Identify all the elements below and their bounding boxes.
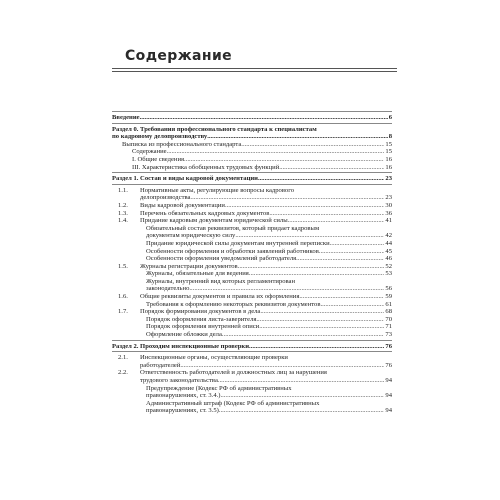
toc-entry [112, 270, 392, 278]
toc-entry-number: 1.7. [118, 308, 128, 316]
toc-entry-text: Ответственность работодателей и должностных лиц за нарушения [140, 369, 327, 377]
toc-entry-page: 52 [385, 262, 392, 270]
toc-entry [112, 301, 392, 309]
toc-entry-title: Раздел 2. Проходим инспекционные проверки [112, 342, 250, 350]
toc-entry-number: 1.6. [118, 293, 128, 301]
section-divider [112, 184, 392, 185]
toc-entry [112, 316, 392, 324]
dot-leader [260, 308, 384, 316]
toc-entry-title: Выписка из профессионального стандарта [122, 140, 242, 148]
toc-entry [112, 225, 392, 240]
toc-entry [112, 164, 392, 172]
toc-entry-page: 23 [385, 175, 392, 183]
toc-entry [112, 308, 392, 316]
toc-entry-page: 15 [385, 148, 392, 156]
dot-leader [218, 377, 385, 385]
toc-entry-title: правонарушениях, ст. 3.4.) [146, 392, 221, 400]
toc-entry-title: III. Характеристика обобщенных трудовых функций [132, 163, 280, 171]
toc-entry [112, 156, 392, 164]
dot-leader [189, 285, 384, 293]
toc-entry-title: по кадровому делопроизводству [112, 133, 208, 141]
toc-entry-page: 41 [385, 217, 392, 225]
toc-entry-title: Порядок оформления внутренней описи [146, 323, 260, 331]
dot-leader [190, 194, 384, 202]
toc-entry-number: 1.3. [118, 209, 128, 217]
dot-leader [299, 293, 384, 301]
toc-entry-page: 94 [385, 407, 392, 415]
toc-entry-title: законодательно [146, 285, 190, 293]
dot-leader [249, 270, 385, 278]
dot-leader [140, 114, 388, 122]
toc-entry-text: Нормативные акты, регулирующие вопросы кадрового [140, 186, 295, 194]
dot-leader [184, 156, 384, 164]
toc-top-rule [112, 111, 392, 112]
toc-entry-title: Придание юридической силы документам внутренней переписки [146, 239, 330, 247]
dot-leader [207, 133, 387, 141]
table-of-contents [112, 114, 392, 415]
toc-entry [112, 331, 392, 339]
toc-entry-title: Требования к оформлению некоторых реквизитов документов [146, 300, 321, 308]
toc-entry [112, 278, 392, 293]
toc-entry [112, 126, 392, 141]
toc-entry-title: делопроизводства [140, 194, 191, 202]
toc-entry-title: Введение [112, 114, 140, 121]
dot-leader [330, 240, 385, 248]
toc-entry [112, 293, 392, 301]
dot-leader [259, 323, 384, 331]
toc-entry-number: 1.5. [118, 262, 128, 270]
toc-entry-title: Журналы регистрации документов [140, 262, 238, 270]
toc-entry-page: 44 [385, 239, 392, 247]
toc-entry-text: Обязательный состав реквизитов, который придает кадровым [146, 224, 320, 232]
toc-entry-number: 1.4. [118, 217, 128, 225]
toc-entry [112, 385, 392, 400]
toc-entry-title: Виды кадровой документации [140, 201, 225, 209]
toc-entry-number: 1.1. [118, 186, 128, 194]
toc-entry-title: Раздел 1. Состав и виды кадровой документации [112, 175, 258, 183]
toc-entry-page: 6 [388, 114, 392, 121]
toc-entry-page: 15 [385, 140, 392, 148]
dot-leader [256, 316, 384, 324]
dot-leader [219, 407, 385, 415]
dot-leader [319, 248, 385, 256]
toc-entry-title: Перечень обязательных кадровых документов [140, 209, 270, 217]
dot-leader [220, 392, 384, 400]
section-divider [112, 172, 392, 173]
toc-entry-title: Особенности оформления и обработки заявлений работников [146, 247, 319, 255]
toc-entry-title: Журналы, обязательные для ведения [146, 270, 249, 278]
toc-entry-title: работодателей [140, 361, 181, 369]
toc-entry [112, 210, 392, 218]
toc-entry [112, 202, 392, 210]
toc-entry [112, 114, 392, 122]
toc-entry [112, 255, 392, 263]
toc-entry-page: 61 [385, 300, 392, 308]
toc-entry [112, 248, 392, 256]
toc-entry [112, 354, 392, 369]
title-rule [112, 68, 397, 72]
toc-entry [112, 187, 392, 202]
toc-entry-page: 76 [385, 342, 392, 350]
dot-leader [269, 210, 384, 218]
toc-entry [112, 141, 392, 149]
toc-entry-page: 8 [388, 133, 392, 141]
toc-entry [112, 263, 392, 271]
dot-leader [279, 164, 384, 172]
section-divider [112, 351, 392, 352]
toc-entry-page: 76 [385, 361, 392, 369]
toc-entry [112, 148, 392, 156]
toc-entry-page: 23 [385, 194, 392, 202]
toc-entry-title: Придание кадровым документам юридической силы [140, 217, 288, 225]
toc-entry-text: Инспекционные органы, осуществляющие проверки [140, 354, 288, 362]
dot-leader [249, 343, 384, 351]
section-divider [112, 340, 392, 341]
toc-entry-text: Раздел 0. Требования профессионального стандарта к специалистам [112, 125, 317, 133]
toc-entry [112, 343, 392, 351]
toc-entry [112, 369, 392, 384]
toc-entry-page: 42 [385, 232, 392, 240]
toc-entry-title: трудового законодательства [140, 377, 218, 384]
toc-entry [112, 217, 392, 225]
toc-entry-text: Журналы, внутренний вид которых регламентирован [146, 277, 296, 285]
dot-leader [241, 141, 384, 149]
toc-entry-text: Предупреждение (Кодекс РФ об административных [146, 384, 292, 392]
toc-entry-page: 36 [385, 209, 392, 217]
dot-leader [258, 175, 384, 183]
toc-entry-text: Административный штраф (Кодекс РФ об административных [146, 399, 320, 407]
toc-entry [112, 175, 392, 183]
toc-entry-page: 59 [385, 293, 392, 301]
toc-entry [112, 323, 392, 331]
page-title: Содержание [125, 48, 233, 64]
toc-entry-page: 30 [385, 201, 392, 209]
toc-entry-page: 16 [385, 155, 392, 163]
dot-leader [167, 148, 385, 156]
section-divider [112, 123, 392, 124]
toc-entry-title: правонарушениях, ст. 3.5) [146, 407, 219, 415]
toc-entry-title: Общие реквизиты документов и правила их оформления [140, 293, 300, 301]
toc-entry-page: 46 [385, 255, 392, 263]
toc-entry-page: 70 [385, 315, 392, 323]
toc-entry-page: 56 [385, 285, 392, 293]
toc-entry-title: I. Общие сведения [132, 155, 185, 163]
toc-entry-title: Порядок формирования документов в дела [140, 308, 261, 316]
toc-entry-title: Порядок оформления листа-заверителя [146, 315, 257, 323]
toc-entry [112, 240, 392, 248]
dot-leader [222, 331, 385, 339]
toc-entry-page: 68 [385, 308, 392, 316]
toc-entry [112, 400, 392, 415]
dot-leader [288, 217, 385, 225]
toc-entry-page: 94 [385, 392, 392, 400]
toc-entry-title: Оформление обложки дела [146, 331, 222, 339]
toc-entry-title: Содержание [132, 148, 167, 156]
dot-leader [296, 255, 384, 263]
toc-entry-page: 16 [385, 163, 392, 171]
toc-entry-page: 73 [385, 331, 392, 339]
toc-entry-number: 1.2. [118, 201, 128, 209]
dot-leader [235, 232, 384, 240]
dot-leader [180, 362, 384, 370]
toc-entry-page: 94 [385, 377, 392, 384]
toc-entry-title: Особенности оформления уведомлений работодателя [146, 255, 297, 263]
toc-entry-page: 45 [385, 247, 392, 255]
toc-entry-number: 2.1. [118, 354, 128, 362]
dot-leader [238, 263, 385, 271]
toc-entry-title: документам юридическую силу [146, 232, 236, 240]
toc-entry-page: 53 [385, 270, 392, 278]
toc-entry-number: 2.2. [118, 369, 128, 377]
dot-leader [320, 301, 384, 309]
toc-entry-page: 71 [385, 323, 392, 331]
dot-leader [225, 202, 384, 210]
